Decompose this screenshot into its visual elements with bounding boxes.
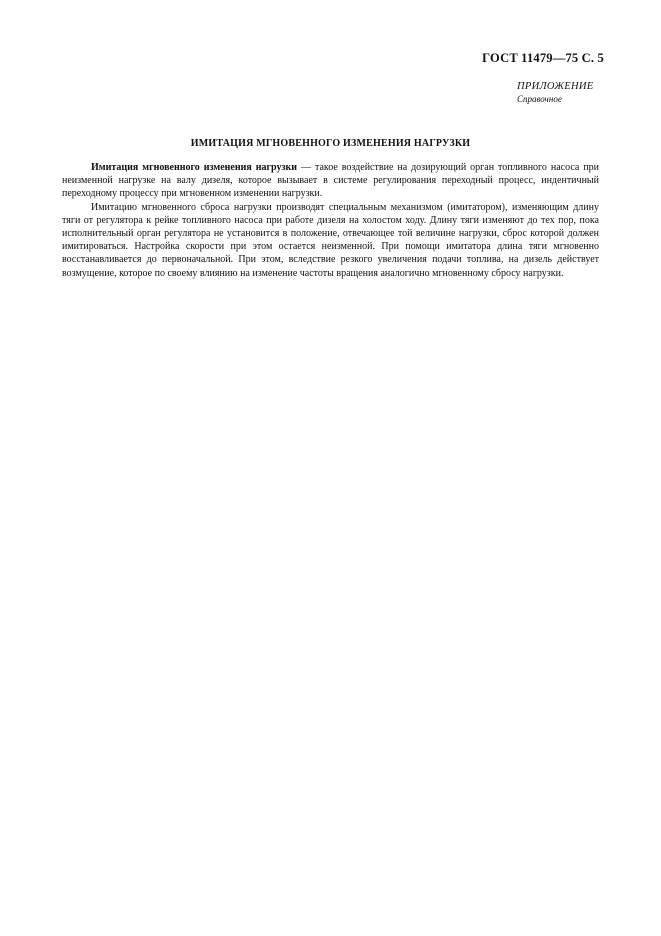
body-text bbox=[62, 161, 599, 280]
defined-term: Имитация мгновенного изменения нагрузки bbox=[91, 162, 298, 173]
paragraph-procedure: Имитацию мгновенного сброса нагрузки производят специальным механизмом (имитатором), изменяющим длину тяги от регулятора к рейке топливного насоса при работе дизеля на холостом ходу. Длину тяги изменяют до тех пор, пока исполнительный орган регулятора не установится в положение, отвечающее той величине нагрузки, сброс которой должен имитироваться. Настройка скорости при этом остается неизменной. При помощи имитатора длина тяги мгновенно восстанавливается до первоначальной. При этом, вследствие резкого увеличения подачи топлива, на дизель действует возмущение, которое по своему влиянию на изменение частоты вращения аналогично мгновенному сбросу нагрузки. bbox=[62, 201, 599, 279]
appendix-title: ПРИЛОЖЕНИЕ bbox=[517, 81, 594, 92]
appendix-subtitle: Справочное bbox=[517, 94, 562, 104]
section-title: ИМИТАЦИЯ МГНОВЕННОГО ИЗМЕНЕНИЯ НАГРУЗКИ bbox=[190, 138, 471, 149]
appendix-label bbox=[517, 81, 594, 105]
standard-page-header: ГОСТ 11479—75 С. 5 bbox=[482, 51, 604, 65]
paragraph-definition bbox=[62, 161, 599, 201]
definition-text: — такое воздействие на дозирующий орган топливного насоса при неизменной нагрузке на валу дизеля, которое вызывает в системе регулирования переходный процесс, индентичный переходному процессу при мгновенном изменении нагрузки. bbox=[62, 162, 599, 200]
